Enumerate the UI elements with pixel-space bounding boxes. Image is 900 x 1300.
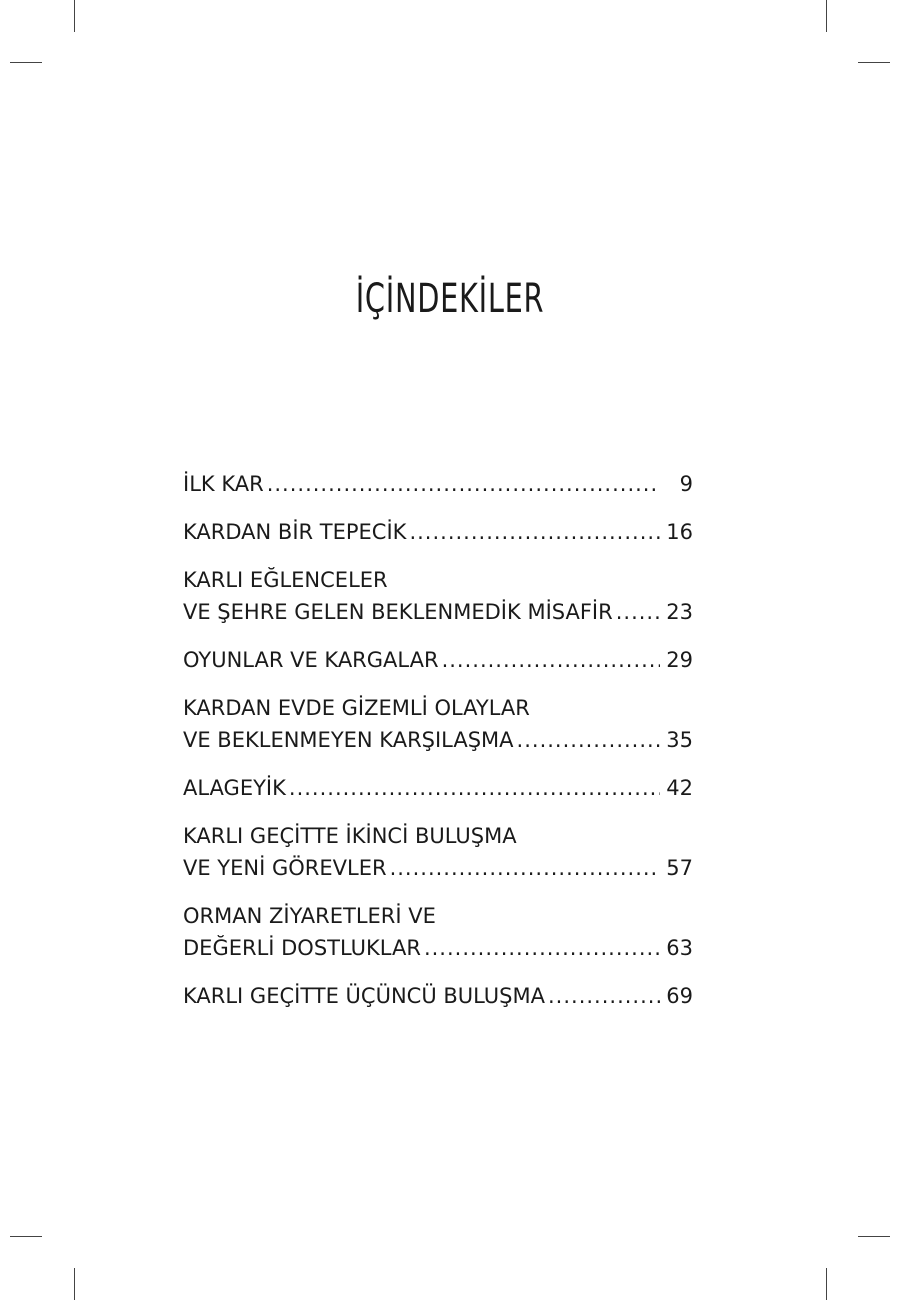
- toc-page-number: 42: [666, 776, 693, 800]
- toc-entry-title: VE ŞEHRE GELEN BEKLENMEDİK MİSAFİR: [183, 600, 613, 624]
- toc-entry-line: [183, 852, 693, 884]
- dot-leader: [390, 852, 660, 884]
- toc-entry-line: [183, 980, 693, 1012]
- dot-leader: [442, 644, 660, 676]
- toc-page-number: 9: [679, 472, 693, 496]
- toc-entry[interactable]: [183, 980, 693, 1012]
- table-of-contents: [183, 468, 693, 1012]
- crop-mark-right-top: [858, 62, 890, 63]
- toc-entry-title: OYUNLAR VE KARGALAR: [183, 648, 439, 672]
- toc-entry-line: [183, 468, 693, 500]
- toc-entry-line: [183, 596, 693, 628]
- toc-entry-title: DEĞERLİ DOSTLUKLAR: [183, 936, 421, 960]
- toc-entry-title: KARDAN EVDE GİZEMLİ OLAYLAR: [183, 696, 530, 720]
- toc-entry-title: ALAGEYİK: [183, 776, 286, 800]
- toc-entry-line: [183, 564, 693, 596]
- crop-mark-right-bottom: [858, 1236, 890, 1237]
- entry-gap: [183, 884, 693, 900]
- toc-entry-title: ORMAN ZİYARETLERİ VE: [183, 904, 436, 928]
- toc-entry-line: [183, 644, 693, 676]
- toc-entry-title: KARLI EĞLENCELER: [183, 568, 388, 592]
- entry-gap: [183, 628, 693, 644]
- toc-page-number: 35: [666, 728, 693, 752]
- entry-gap: [183, 964, 693, 980]
- toc-entry-title: VE YENİ GÖREVLER: [183, 856, 387, 880]
- entry-gap: [183, 500, 693, 516]
- toc-entry-line: [183, 692, 693, 724]
- toc-entry-line: [183, 724, 693, 756]
- toc-entry-line: [183, 900, 693, 932]
- crop-mark-bottom-left: [74, 1268, 75, 1300]
- crop-mark-top-right: [826, 0, 827, 32]
- toc-entry-line: [183, 516, 693, 548]
- toc-entry[interactable]: [183, 468, 693, 500]
- toc-entry-line: [183, 932, 693, 964]
- dot-leader: [616, 596, 660, 628]
- toc-entry-title: VE BEKLENMEYEN KARŞILAŞMA: [183, 728, 514, 752]
- entry-gap: [183, 756, 693, 772]
- toc-entry[interactable]: [183, 644, 693, 676]
- toc-entry-line: [183, 820, 693, 852]
- dot-leader: [424, 932, 660, 964]
- toc-page-number: 57: [666, 856, 693, 880]
- toc-entry[interactable]: [183, 564, 693, 628]
- crop-mark-left-bottom: [10, 1236, 42, 1237]
- page-title: İÇİNDEKİLER: [355, 276, 545, 322]
- toc-entry[interactable]: [183, 516, 693, 548]
- dot-leader: [267, 468, 660, 500]
- entry-gap: [183, 676, 693, 692]
- toc-page-number: 23: [666, 600, 693, 624]
- toc-page-number: 69: [666, 984, 693, 1008]
- dot-leader: [517, 724, 660, 756]
- toc-entry-title: İLK KAR: [183, 472, 264, 496]
- toc-page-number: 29: [666, 648, 693, 672]
- toc-entry-title: KARLI GEÇİTTE ÜÇÜNCÜ BULUŞMA: [183, 984, 545, 1008]
- dot-leader: [409, 516, 660, 548]
- toc-entry[interactable]: [183, 900, 693, 964]
- dot-leader: [289, 772, 660, 804]
- entry-gap: [183, 804, 693, 820]
- toc-entry[interactable]: [183, 692, 693, 756]
- toc-entry-title: KARLI GEÇİTTE İKİNCİ BULUŞMA: [183, 824, 517, 848]
- crop-mark-left-top: [10, 62, 42, 63]
- dot-leader: [548, 980, 660, 1012]
- entry-gap: [183, 548, 693, 564]
- toc-entry[interactable]: [183, 772, 693, 804]
- toc-page-number: 63: [666, 936, 693, 960]
- toc-entry-line: [183, 772, 693, 804]
- toc-page-number: 16: [666, 520, 693, 544]
- crop-mark-top-left: [74, 0, 75, 32]
- toc-entry-title: KARDAN BİR TEPECİK: [183, 520, 407, 544]
- crop-mark-bottom-right: [826, 1268, 827, 1300]
- toc-entry[interactable]: [183, 820, 693, 884]
